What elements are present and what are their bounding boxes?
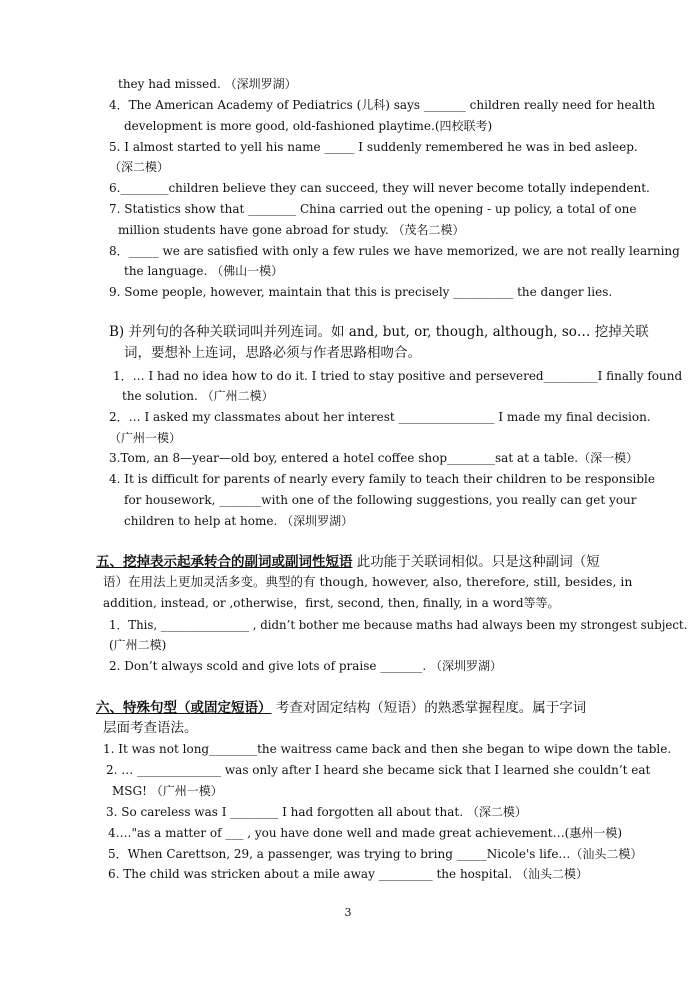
source-tag: MSG! （广州一模） [112, 784, 223, 798]
question-line: 3. So careless was I ________ I had forgotten all about that. （深二模） [106, 805, 527, 819]
section-5-title: 五、挖掉表示起承转合的副词或副词性短语 [96, 554, 353, 570]
text-line: children to help at home. （深圳罗湖） [124, 514, 354, 528]
question-line: 2．… I asked my classmates about her interest ________________ I made my final decision. [109, 410, 651, 424]
section-b-intro: B) 并列句的各种关联词叫并列连词。如 and, but, or, though, although, so… 挖掉关联 [109, 324, 649, 340]
source-tag: （广州一模） [109, 431, 182, 445]
text-line: they had missed. （深圳罗湖） [118, 77, 297, 91]
question-line: 4.…"as a matter of ___ , you have done well and made great achievement…(惠州一模) [108, 826, 622, 840]
question-line: 1. It was not long________the waitress came back and then she began to wipe down the table. [103, 742, 672, 756]
page-number: 3 [344, 906, 352, 919]
question-line: 4．The American Academy of Pediatrics (儿科) says _______ children really need for health [109, 98, 656, 112]
question-line: 2. Don’t always scold and give lots of praise _______. （深圳罗湖） [109, 659, 502, 673]
question-line: 1．… I had no idea how to do it. I tried to stay positive and persevered_________I finally found [113, 369, 683, 383]
section-5-desc: 此功能于关联词相似。只是这种副词（短 [352, 554, 600, 570]
text-line: 语）在用法上更加灵活多变。典型的有 though, however, also, therefore, still, besides, in [103, 574, 633, 589]
question-line: 1．This, _______________ , didn’t bother me because maths had always been my strongest subject. [109, 618, 688, 632]
question-line: 4. It is difficult for parents of nearly every family to teach their children to be responsible [109, 472, 655, 486]
question-line: 9. Some people, however, maintain that this is precisely __________ the danger lies. [109, 285, 613, 299]
question-line: 5. I almost started to yell his name _____ I suddenly remembered he was in bed asleep. [109, 140, 638, 154]
question-line: 3.Tom, an 8—year—old boy, entered a hotel coffee shop________sat at a table.（深一模） [109, 451, 639, 465]
question-line: 6.________children believe they can succeed, they will never become totally independent. [109, 181, 650, 195]
section-5-heading [96, 553, 600, 571]
source-tag: （深二模） [109, 160, 170, 174]
question-line: 6. The child was stricken about a mile away _________ the hospital. （汕头二模） [108, 867, 589, 881]
text-line: addition, instead, or ,otherwise，first, second, then, finally, in a word等等。 [103, 596, 560, 610]
question-line: 2. … ______________ was only after I heard she became sick that I learned she couldn’t eat [106, 763, 651, 777]
text-line: development is more good, old-fashioned playtime.(四校联考) [124, 119, 493, 133]
text-line: 层面考查语法。 [103, 720, 198, 736]
section-6-heading [96, 699, 586, 717]
question-line: 8．_____ we are satisfied with only a few rules we have memorized, we are not really learning [109, 244, 680, 258]
text-line: the solution. （广州二模） [122, 389, 274, 403]
source-tag: (广州二模) [109, 638, 167, 652]
text-line: the language. （佛山一模） [124, 264, 284, 278]
section-b-intro-cont: 词，要想补上连词，思路必须与作者思路相吻合。 [124, 345, 421, 361]
text-line: million students have gone abroad for study. （茂名二模） [118, 223, 465, 237]
text-line: for housework, _______with one of the following suggestions, you really can get your [124, 493, 637, 507]
section-6-desc: 考查对固定结构（短语）的熟悉掌握程度。属于字词 [271, 700, 587, 716]
question-line: 7. Statistics show that ________ China carried out the opening - up policy, a total of one [109, 202, 637, 216]
section-6-title: 六、特殊句型（或固定短语） [96, 700, 272, 716]
question-line: 5．When Carettson, 29, a passenger, was trying to bring _____Nicole's life…（汕头二模） [108, 847, 643, 861]
